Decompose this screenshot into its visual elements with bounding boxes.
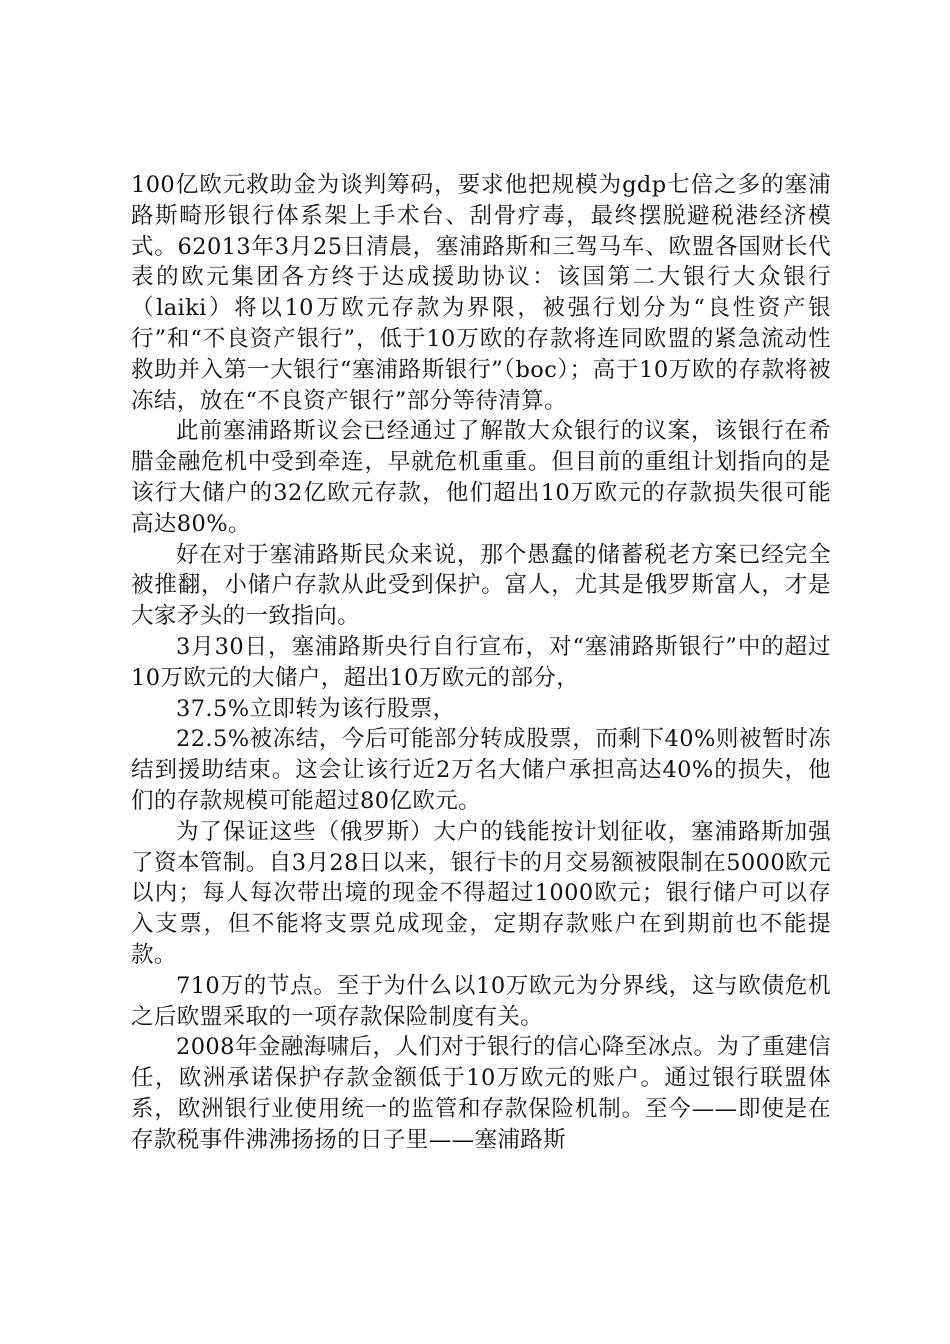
paragraph-4: 3月30日，塞浦路斯央行自行宣布，对“塞浦路斯银行”中的超过10万欧元的大储户，超出10万欧元的部分，	[131, 633, 831, 691]
paragraph-6: 22.5%被冻结，今后可能部分转成股票，而剩下40%则被暂时冻结到援助结束。这会让该行近2万名大储户承担高达40%的损失，他们的存款规模可能超过80亿欧元。	[131, 726, 831, 814]
document-body	[131, 170, 831, 1156]
paragraph-8: 710万的节点。至于为什么以10万欧元为分界线，这与欧债危机之后欧盟采取的一项存款保险制度有关。	[131, 972, 831, 1030]
paragraph-3: 好在对于塞浦路斯民众来说，那个愚蠢的储蓄税老方案已经完全被推翻，小储户存款从此受到保护。富人，尤其是俄罗斯富人，才是大家矛头的一致指向。	[131, 541, 831, 630]
paragraph-7: 为了保证这些（俄罗斯）大户的钱能按计划征收，塞浦路斯加强了资本管制。自3月28日以来，银行卡的月交易额被限制在5000欧元以内；每人每次带出境的现金不得超过1000欧元；银行储户可以存入支票，但不能将支票兑成现金，定期存款账户在到期前也不能提款。	[131, 818, 831, 968]
paragraph-5: 37.5%立即转为该行股票，	[176, 695, 456, 722]
paragraph-1: 100亿欧元救助金为谈判筹码，要求他把规模为gdp七倍之多的塞浦路斯畸形银行体系架上手术台、刮骨疗毒，最终摆脱避税港经济模式。62013年3月25日清晨，塞浦路斯和三驾马车、欧盟各国财长代表的欧元集团各方终于达成援助协议：该国第二大银行大众银行（laiki）将以10万欧元存款为界限，被强行划分为“良性资产银行”和“不良资产银行”，低于10万欧的存款将连同欧盟的紧急流动性救助并入第一大银行“塞浦路斯银行”（boc）；高于10万欧的存款将被冻结，放在“不良资产银行”部分等待清算。	[131, 172, 831, 414]
paragraph-9: 2008年金融海啸后，人们对于银行的信心降至冰点。为了重建信任，欧洲承诺保护存款金额低于10万欧元的账户。通过银行联盟体系，欧洲银行业使用统一的监管和存款保险机制。至今——即使是在存款税事件沸沸扬扬的日子里——塞浦路斯	[131, 1034, 831, 1153]
paragraph-2: 此前塞浦路斯议会已经通过了解散大众银行的议案，该银行在希腊金融危机中受到牵连，早就危机重重。但目前的重组计划指向的是该行大储户的32亿欧元存款，他们超出10万欧元的存款损失很可能高达80%。	[131, 418, 831, 537]
